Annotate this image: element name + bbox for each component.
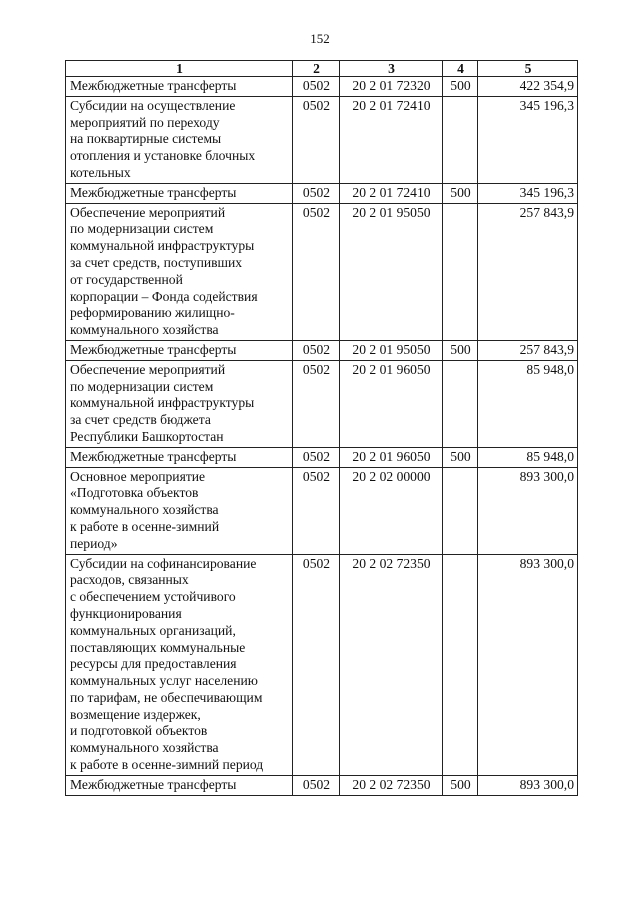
row-target-cell: 20 2 01 72410: [340, 183, 443, 203]
row-target-cell: 20 2 01 72410: [340, 96, 443, 183]
row-target-cell: 20 2 01 96050: [340, 360, 443, 447]
row-section-cell: 0502: [293, 183, 340, 203]
row-amount-cell: 893 300,0: [478, 467, 578, 554]
table-row: [66, 467, 578, 554]
row-amount-cell: 257 843,9: [478, 340, 578, 360]
row-target-cell: 20 2 02 72350: [340, 554, 443, 775]
table-row: [66, 183, 578, 203]
row-section-cell: 0502: [293, 77, 340, 97]
row-amount-cell: 422 354,9: [478, 77, 578, 97]
row-amount-cell: 257 843,9: [478, 203, 578, 340]
row-expense-cell: 500: [443, 77, 478, 97]
row-target-cell: 20 2 01 72320: [340, 77, 443, 97]
row-amount-cell: 345 196,3: [478, 183, 578, 203]
row-amount-cell: 893 300,0: [478, 775, 578, 795]
row-section-cell: 0502: [293, 340, 340, 360]
row-amount-cell: 893 300,0: [478, 554, 578, 775]
row-name-cell: Межбюджетные трансферты: [66, 340, 293, 360]
table-header-row: [66, 61, 578, 77]
table-row: [66, 340, 578, 360]
table-row: [66, 360, 578, 447]
row-expense-cell: [443, 96, 478, 183]
row-section-cell: 0502: [293, 203, 340, 340]
row-expense-cell: 500: [443, 447, 478, 467]
row-target-cell: 20 2 02 00000: [340, 467, 443, 554]
table-row: [66, 203, 578, 340]
row-target-cell: 20 2 01 96050: [340, 447, 443, 467]
row-target-cell: 20 2 02 72350: [340, 775, 443, 795]
table-row: [66, 77, 578, 97]
row-name-cell: Субсидии на осуществление мероприятий по переходу на поквартирные системы отопления и установке блочных котельных: [66, 96, 293, 183]
row-amount-cell: 345 196,3: [478, 96, 578, 183]
row-name-cell: Межбюджетные трансферты: [66, 775, 293, 795]
row-expense-cell: [443, 467, 478, 554]
row-name-cell: Обеспечение мероприятий по модернизации систем коммунальной инфраструктуры за счет средств, поступивших от государственной корпорации – Фонда содействия реформированию жилищно- коммунального хозяйства: [66, 203, 293, 340]
row-name-cell: Субсидии на софинансирование расходов, связанных с обеспечением устойчивого функционирования коммунальных организаций, поставляющих коммунальные ресурсы для предоставления коммунальных услуг населению по тарифам, не обеспечивающим возмещение издержек, и подготовкой объектов коммунального хозяйства к работе в осенне-зимний период: [66, 554, 293, 775]
table-row: [66, 775, 578, 795]
column-header-1: 1: [66, 61, 293, 77]
row-expense-cell: [443, 360, 478, 447]
row-section-cell: 0502: [293, 467, 340, 554]
row-section-cell: 0502: [293, 447, 340, 467]
table-row: [66, 96, 578, 183]
row-target-cell: 20 2 01 95050: [340, 340, 443, 360]
row-name-cell: Межбюджетные трансферты: [66, 183, 293, 203]
row-target-cell: 20 2 01 95050: [340, 203, 443, 340]
row-section-cell: 0502: [293, 775, 340, 795]
column-header-2: 2: [293, 61, 340, 77]
budget-table: [65, 60, 578, 796]
row-name-cell: Основное мероприятие «Подготовка объектов коммунального хозяйства к работе в осенне-зимний период»: [66, 467, 293, 554]
row-expense-cell: [443, 203, 478, 340]
table-body: [66, 77, 578, 796]
table-row: [66, 447, 578, 467]
row-name-cell: Межбюджетные трансферты: [66, 447, 293, 467]
row-amount-cell: 85 948,0: [478, 447, 578, 467]
table-row: [66, 554, 578, 775]
row-expense-cell: 500: [443, 340, 478, 360]
row-name-cell: Обеспечение мероприятий по модернизации систем коммунальной инфраструктуры за счет средств бюджета Республики Башкортостан: [66, 360, 293, 447]
row-section-cell: 0502: [293, 360, 340, 447]
column-header-3: 3: [340, 61, 443, 77]
column-header-4: 4: [443, 61, 478, 77]
page-number: 152: [310, 31, 330, 46]
row-expense-cell: 500: [443, 183, 478, 203]
row-amount-cell: 85 948,0: [478, 360, 578, 447]
row-section-cell: 0502: [293, 96, 340, 183]
row-name-cell: Межбюджетные трансферты: [66, 77, 293, 97]
column-header-5: 5: [478, 61, 578, 77]
row-section-cell: 0502: [293, 554, 340, 775]
row-expense-cell: [443, 554, 478, 775]
row-expense-cell: 500: [443, 775, 478, 795]
